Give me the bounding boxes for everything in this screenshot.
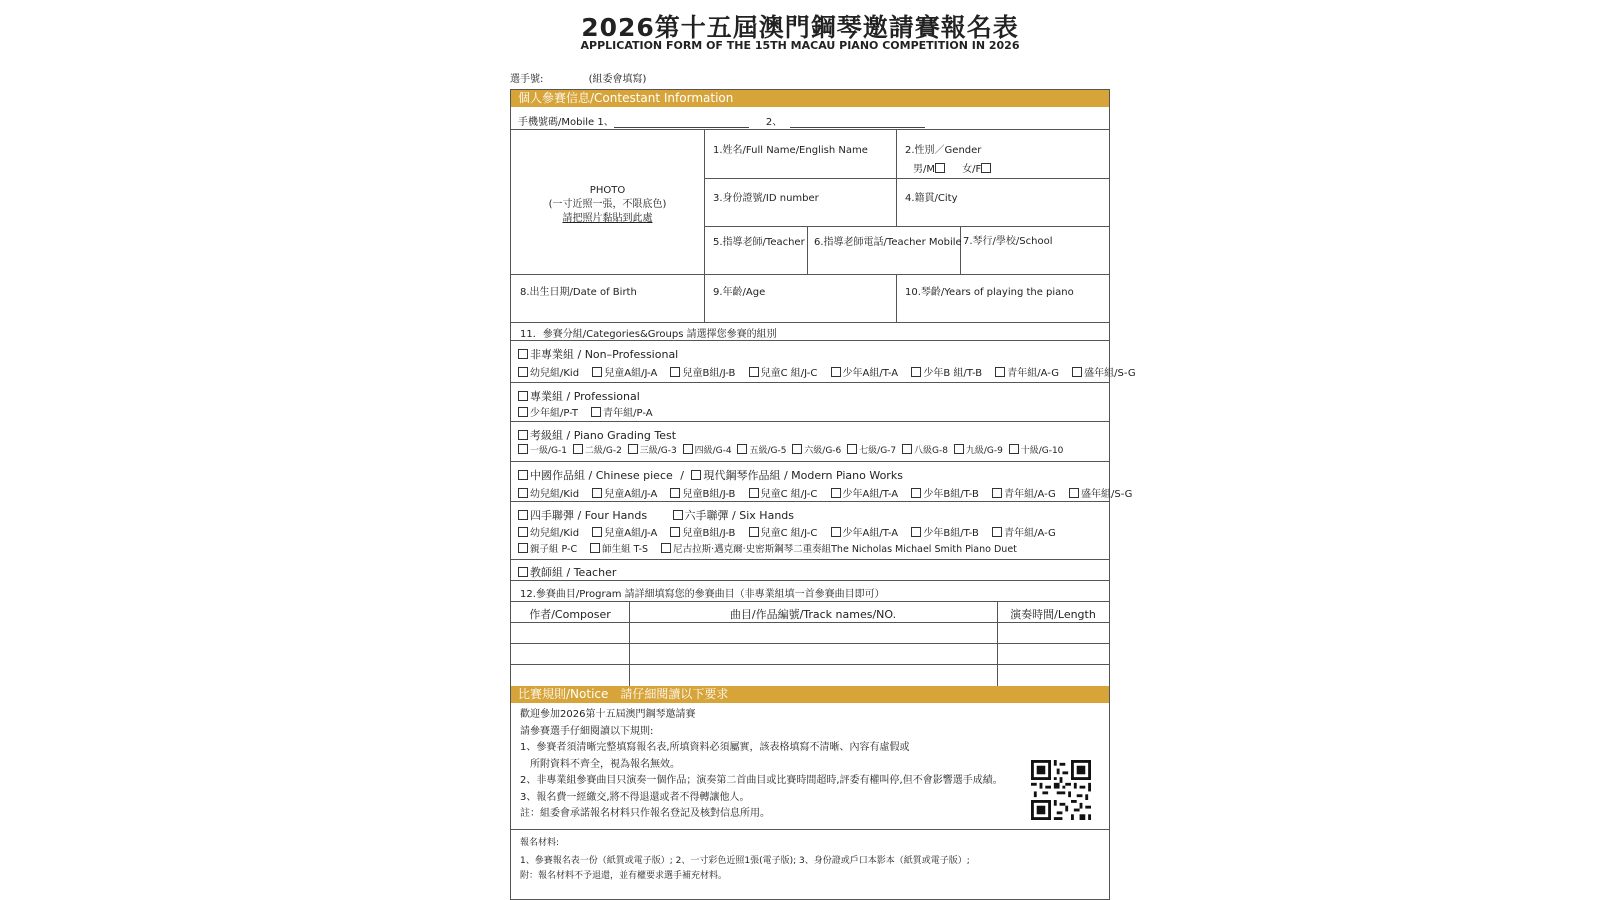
hands-option[interactable]: 少年A組/T-A — [831, 528, 899, 539]
photo-box[interactable] — [511, 184, 704, 226]
chinese-option[interactable]: 少年A組/T-A — [831, 489, 899, 500]
program-title: 12.參賽曲目/Program 請詳細填寫您的參賽曲目（非專業組填一首參賽曲目即可） — [520, 589, 885, 600]
pro-group — [511, 383, 1109, 422]
application-form — [510, 89, 1136, 900]
program-col-divider — [997, 602, 998, 686]
non-pro-option[interactable]: 少年B 組/T-B — [911, 368, 982, 379]
materials-line: 附：報名材料不予退還，並有權要求選手補充材料。 — [520, 871, 728, 881]
chinese-option[interactable]: 幼兒組/Kid — [518, 489, 579, 500]
chinese-title-row — [518, 467, 903, 483]
hands-options-2 — [518, 541, 1027, 555]
notice-line: 3、報名費一經繳交,將不得退還或者不得轉讓他人。 — [520, 791, 750, 803]
modern-title-checkbox[interactable] — [691, 469, 902, 482]
pro-option[interactable]: 少年組/P-T — [518, 408, 578, 419]
materials-title: 報名材料: — [520, 838, 560, 848]
non-pro-title: 非專業組 / Non–Professional — [530, 348, 679, 361]
photo-paste-text: 請把照片黏貼到此處 — [562, 213, 653, 224]
gender-male-label: 男/M — [913, 164, 935, 175]
notice-line: 所附資料不齊全，視為報名無效。 — [520, 758, 680, 770]
non-pro-group — [511, 341, 1136, 383]
hands-option[interactable]: 兒童C 組/J-C — [749, 528, 818, 539]
hands-options — [518, 524, 1066, 539]
pro-option[interactable]: 青年組/P-A — [591, 408, 652, 419]
notice-line: 請參賽選手仔細閱讀以下規則: — [520, 725, 654, 737]
contestant-number-line — [510, 70, 646, 85]
contestant-section-header: 個人參賽信息/Contestant Information — [511, 90, 1109, 107]
grid-divider — [704, 226, 1109, 227]
program-row[interactable] — [511, 665, 1109, 686]
materials-divider — [511, 829, 1109, 830]
program-columns-row — [511, 602, 1109, 623]
non-pro-options — [518, 364, 1146, 379]
mobile-field[interactable] — [518, 113, 925, 128]
age-field[interactable]: 9.年齡/Age — [713, 287, 766, 298]
hands-option[interactable]: 尼古拉斯·邁克爾·史密斯鋼琴二重奏組The Nicholas Michael Smith Piano Duet — [661, 544, 1017, 555]
non-pro-option[interactable]: 幼兒組/Kid — [518, 368, 579, 379]
program-row[interactable] — [511, 644, 1109, 665]
categories-header-row — [511, 322, 1109, 341]
pro-options — [518, 404, 663, 419]
mobile-2-label: 2、 — [765, 117, 783, 128]
grading-group — [511, 422, 1109, 462]
composer-column-header: 作者/Composer — [529, 608, 611, 621]
program-header-row — [511, 581, 1109, 602]
non-pro-title-checkbox[interactable] — [518, 346, 678, 362]
non-pro-option[interactable]: 青年組/A-G — [995, 368, 1059, 379]
materials-block — [520, 836, 1105, 884]
chinese-option[interactable]: 兒童B組/J-B — [670, 489, 735, 500]
notice-body — [520, 707, 1020, 823]
four-hands-title: 四手聯彈 / Four Hands — [530, 509, 648, 522]
categories-title: 11．參賽分組/Categories&Groups 請選擇您參賽的組別 — [520, 329, 777, 340]
hands-option[interactable]: 兒童A組/J-A — [592, 528, 657, 539]
mobile-2-line[interactable] — [790, 117, 925, 128]
mobile-row — [511, 107, 1109, 130]
track-column-header: 曲目/作品編號/Track names/NO. — [729, 608, 897, 621]
qr-code-icon — [1031, 760, 1091, 820]
program-col-divider — [629, 602, 630, 686]
chinese-option[interactable]: 兒童A組/J-A — [592, 489, 657, 500]
notice-line: 2、非專業組參賽曲目只演奏一個作品；演奏第二首曲目或比賽時間超時,評委有權叫停,但不會影響選手成績。 — [520, 775, 1003, 786]
six-hands-title: 六手聯彈 / Six Hands — [684, 509, 795, 522]
form-title: 2026第十五屆澳門鋼琴邀請賽報名表 — [581, 13, 1019, 42]
grading-option[interactable]: 六級/G-6 — [792, 446, 841, 456]
mobile-1-line[interactable] — [614, 117, 749, 128]
gender-field — [905, 141, 993, 175]
separator-slash: / — [680, 469, 684, 482]
non-pro-option[interactable]: 盛年組/S-G — [1072, 368, 1135, 379]
six-hands-checkbox[interactable] — [673, 509, 794, 522]
gender-label: 2.性別／Gender — [905, 145, 982, 156]
grading-option[interactable]: 四級/G-4 — [683, 446, 732, 456]
chinese-options — [518, 485, 1142, 500]
years-field[interactable]: 10.琴齡/Years of playing the piano — [905, 287, 1074, 298]
non-pro-option[interactable]: 兒童B組/J-B — [670, 368, 735, 379]
grid-divider — [704, 178, 1109, 179]
contestant-number-label: 選手號: — [510, 74, 544, 85]
four-hands-checkbox[interactable] — [518, 509, 647, 522]
length-column-header: 演奏時間/Length — [1010, 608, 1096, 621]
non-pro-option[interactable]: 兒童A組/J-A — [592, 368, 657, 379]
hands-option[interactable]: 兒童B組/J-B — [670, 528, 735, 539]
pro-title: 專業組 / Professional — [530, 390, 640, 403]
grading-option[interactable]: 十級/G-10 — [1009, 446, 1064, 456]
gender-female-label: 女/F — [962, 164, 982, 175]
hands-option[interactable]: 親子組 P-C — [518, 544, 577, 555]
program-row[interactable] — [511, 623, 1109, 644]
grading-title: 考級組 / Piano Grading Test — [530, 429, 677, 442]
grading-option[interactable]: 一級/G-1 — [518, 446, 567, 456]
teacher-mobile-field[interactable]: 6.指導老師電話/Teacher Mobile — [814, 237, 962, 248]
grading-option[interactable]: 二級/G-2 — [573, 446, 622, 456]
mobile-label: 手機號碼/Mobile 1、 — [518, 117, 614, 128]
photo-title: PHOTO — [589, 185, 626, 196]
materials-line: 1、參賽報名表一份（紙質或電子版）; 2、一寸彩色近照1張(電子版); 3、身份證或戶口本影本（紙質或電子版）; — [520, 856, 970, 866]
grading-title-checkbox[interactable] — [518, 427, 676, 443]
grading-option[interactable]: 三級/G-3 — [628, 446, 677, 456]
hands-group — [511, 502, 1109, 560]
grid-divider — [896, 274, 897, 322]
grid-divider — [511, 274, 1109, 275]
city-field[interactable]: 4.籍貫/City — [905, 193, 958, 204]
grid-divider — [807, 226, 808, 274]
grading-option[interactable]: 七級/G-7 — [847, 446, 896, 456]
teacher-group-checkbox[interactable] — [518, 564, 616, 580]
form-subtitle: APPLICATION FORM OF THE 15TH MACAU PIANO COMPETITION IN 2026 — [580, 39, 1020, 52]
hands-option[interactable]: 青年組/A-G — [992, 528, 1056, 539]
notice-line: 註：組委會承諾報名材料只作報名登記及核對信息所用。 — [520, 808, 770, 819]
notice-line: 歡迎參加2026第十五屆澳門鋼琴邀請賽 — [520, 709, 696, 720]
chinese-group — [511, 462, 1133, 502]
photo-note: (一寸近照一張，不限底色) — [548, 199, 667, 210]
teacher-group-title: 教師組 / Teacher — [530, 566, 617, 579]
teacher-group — [511, 560, 1109, 581]
chinese-title-checkbox[interactable] — [518, 469, 673, 482]
hands-title-row — [518, 507, 794, 523]
chinese-option[interactable]: 兒童C 組/J-C — [749, 489, 818, 500]
name-field[interactable]: 1.姓名/Full Name/English Name — [713, 145, 868, 156]
notice-section-header: 比賽規則/Notice 請仔細閱讀以下要求 — [511, 686, 1109, 703]
hands-option[interactable]: 幼兒組/Kid — [518, 528, 579, 539]
contestant-number-note: (組委會填寫) — [588, 74, 647, 85]
chinese-option[interactable]: 盛年組/S-G — [1069, 489, 1132, 500]
id-number-field[interactable]: 3.身份證號/ID number — [713, 193, 819, 204]
grading-option[interactable]: 五級/G-5 — [737, 446, 786, 456]
grading-option[interactable]: 九級/G-9 — [954, 446, 1003, 456]
gender-male-checkbox[interactable] — [935, 163, 945, 173]
grading-option[interactable]: 八級G-8 — [902, 446, 948, 456]
gender-female-checkbox[interactable] — [981, 163, 991, 173]
non-pro-option[interactable]: 少年A組/T-A — [831, 368, 899, 379]
non-pro-option[interactable]: 兒童C 組/J-C — [749, 368, 818, 379]
notice-line: 1、參賽者須清晰完整填寫報名表,所填資料必須屬實，該表格填寫不清晰、內容有虛假或 — [520, 742, 910, 753]
chinese-title: 中國作品組 / Chinese piece — [530, 469, 673, 482]
chinese-option[interactable]: 青年組/A-G — [992, 489, 1056, 500]
dob-field[interactable]: 8.出生日期/Date of Birth — [520, 287, 637, 298]
hands-option[interactable]: 師生組 T-S — [590, 544, 648, 555]
chinese-option[interactable]: 少年B組/T-B — [911, 489, 979, 500]
teacher-field[interactable]: 5.指導老師/Teacher — [713, 237, 805, 248]
school-field[interactable]: 7.琴行/學校/School — [963, 236, 1053, 247]
hands-option[interactable]: 少年B組/T-B — [911, 528, 979, 539]
modern-title: 現代鋼琴作品組 / Modern Piano Works — [703, 469, 903, 482]
grading-options — [518, 443, 1066, 456]
pro-title-checkbox[interactable] — [518, 388, 640, 404]
